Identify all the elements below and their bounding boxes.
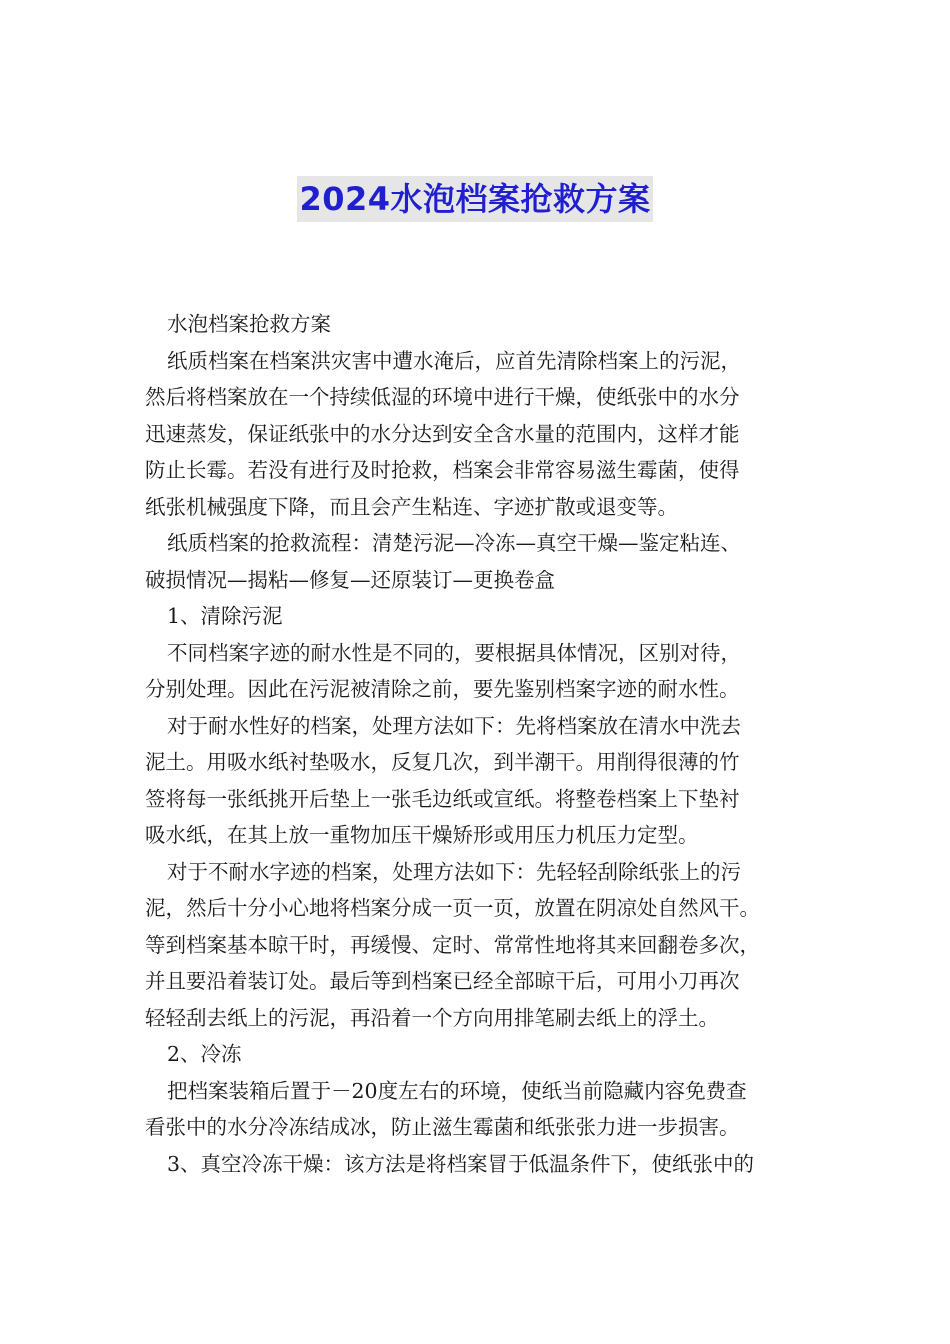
paragraph-line: 吸水纸，在其上放一重物加压干燥矫形或用压力机压力定型。 — [145, 823, 699, 847]
paragraph-line: 泥土。用吸水纸衬垫吸水，反复几次，到半潮干。用削得很薄的竹 — [145, 750, 740, 774]
paragraph-line: 2、冷冻 — [167, 1042, 242, 1066]
paragraph-line: 纸张机械强度下降，而且会产生粘连、字迹扩散或退变等。 — [145, 494, 678, 519]
paragraph-line: 对于不耐水字迹的档案，处理方法如下：先轻轻刮除纸张上的污 — [167, 859, 741, 884]
paragraph-line: 泥，然后十分小心地将档案分成一页一页，放置在阴凉处自然风干。 — [145, 896, 760, 920]
paragraph-line: 纸质档案在档案洪灾害中遭水淹后，应首先清除档案上的污泥， — [167, 348, 741, 373]
paragraph-line: 不同档案字迹的耐水性是不同的，要根据具体情况，区别对待， — [167, 640, 741, 665]
paragraph-line: 轻轻刮去纸上的污泥，再沿着一个方向用排笔刷去纸上的浮土。 — [145, 1005, 719, 1030]
paragraph-line: 分别处理。因此在污泥被清除之前，要先鉴别档案字迹的耐水性。 — [145, 677, 740, 701]
document-title: 2024水泡档案抢救方案 — [297, 176, 652, 222]
title-wrap — [0, 176, 950, 222]
paragraph-line: 看张中的水分冷冻结成冰，防止滋生霉菌和纸张张力进一步损害。 — [145, 1115, 740, 1139]
paragraph-line: 然后将档案放在一个持续低湿的环境中进行干燥，使纸张中的水分 — [145, 385, 740, 409]
paragraph-line: 水泡档案抢救方案 — [167, 312, 331, 336]
paragraph-line: 并且要沿着装订处。最后等到档案已经全部晾干后，可用小刀再次 — [145, 969, 740, 993]
paragraph-line: 对于耐水性好的档案，处理方法如下：先将档案放在清水中洗去 — [167, 713, 741, 738]
paragraph-line: 纸质档案的抢救流程：清楚污泥—冷冻—真空干燥—鉴定粘连、 — [167, 531, 741, 555]
paragraph-line: 1、清除污泥 — [167, 604, 283, 628]
paragraph-line: 等到档案基本晾干时，再缓慢、定时、常常性地将其来回翻卷多次， — [145, 932, 760, 957]
paragraph-line: 签将每一张纸挑开后垫上一张毛边纸或宣纸。将整卷档案上下垫衬 — [145, 786, 740, 811]
document-body — [145, 306, 815, 1182]
paragraph-line: 3、真空冷冻干燥：该方法是将档案冒于低温条件下，使纸张中的 — [167, 1151, 755, 1176]
paragraph-line: 破损情况—揭粘—修复—还原装订—更换卷盒 — [145, 567, 555, 592]
paragraph-line: 把档案装箱后置于－20度左右的环境，使纸当前隐藏内容免费查 — [167, 1078, 747, 1103]
paragraph-line: 迅速蒸发，保证纸张中的水分达到安全含水量的范围内，这样才能 — [145, 421, 740, 446]
paragraph-line: 防止长霉。若没有进行及时抢救，档案会非常容易滋生霉菌，使得 — [145, 458, 740, 482]
